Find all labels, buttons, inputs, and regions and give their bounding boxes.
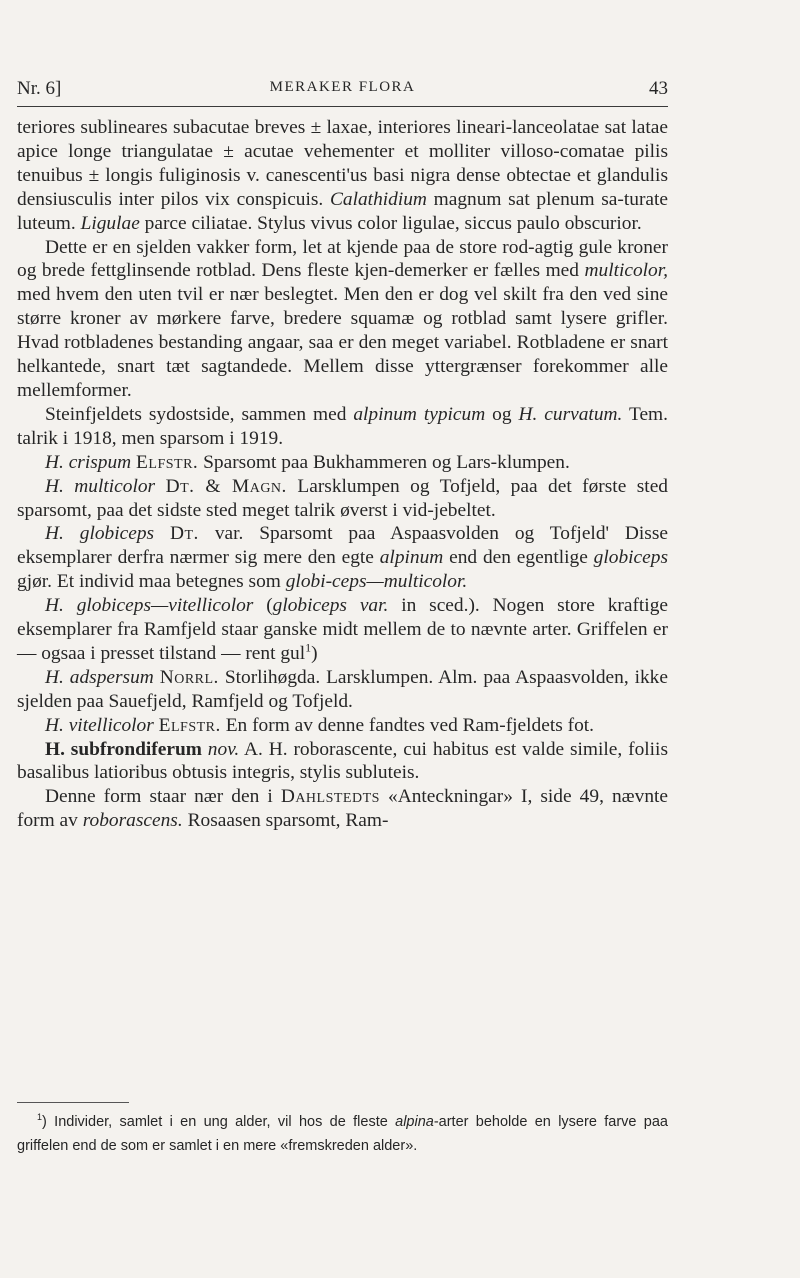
footnote-text — [17, 1110, 668, 1158]
footnote-marker: 1 — [37, 1112, 42, 1123]
text-run: En form av denne fandtes ved Ram-fjeldets fot. — [220, 714, 595, 736]
running-header — [17, 78, 668, 107]
taxon-name: multicolor, — [584, 260, 668, 282]
text-run: teriores sublineares subacutae breves ± laxae, interiores lineari-lanceolatae sat latae apice longe triangulatae ± acutae vehementer et molliter villoso-comatae pilis tenuibus ± longis fuliginosis v. canescenti'us basi nigra dense obtectae et glandulis densiusculis inter pilos vix conspicuis. — [17, 117, 668, 210]
text-run: end den egentlige — [443, 547, 594, 569]
author-abbrev: Elfstr. — [158, 714, 221, 736]
text-run: -arter beholde en lysere farve paa griffelen end de som er samlet i en mere «fremskreden alder». — [17, 1114, 668, 1154]
text-run: var. Sparsomt paa Aspaasvolden og Tofjeld' Disse eksemplarer derfra nærmer sig mere den egte — [17, 523, 669, 569]
taxon-name: alpinum typicum — [353, 403, 486, 425]
body-text — [17, 116, 668, 833]
taxon-name: roborascens. — [82, 810, 183, 832]
taxon-name: H. vitellicolor — [45, 714, 154, 736]
entry-multicolor — [17, 475, 668, 523]
footnote-rule — [17, 1102, 129, 1103]
text-run: med hvem den uten tvil er nær beslegtet. Men den er dog vel skilt fra den ved sine større kroner av mørkere farve, bredere squamæ og rotblad samt lysere grifler. Hvad rotbladenes bestanding angaar, saa er den meget variabel. Rotbladene er snart helkantede, snart tæt sagtandede. Mellem disse yttergrænser forekommer alle mellemformer. — [17, 284, 668, 401]
paragraph-locality — [17, 403, 668, 451]
paragraph-discussion — [17, 236, 668, 403]
taxon-name: H. curvatum. — [518, 403, 623, 425]
entry-adspersum — [17, 666, 668, 714]
taxon-name: globi-ceps—multicolor. — [285, 571, 468, 593]
text-run: Dette er en sjelden vakker form, let at kjende paa de store rod-agtig gule kroner og brede fettglinsende rotblad. Dens fleste kjen-demerker er fælles med — [17, 236, 668, 282]
text-run: gjør. Et individ maa betegnes som — [17, 571, 286, 593]
taxon-term: Ligulae — [80, 212, 140, 234]
text-run: parce ciliatae. Stylus vivus color ligulae, siccus paulo obscurior. — [139, 212, 642, 234]
text-run: «Anteckningar» I, side 49, nævnte form av — [17, 786, 669, 832]
text-run: ( — [253, 595, 273, 617]
taxon-name: H. multicolor — [45, 475, 156, 497]
text-run: Larsklumpen og Tofjeld, paa det første sted sparsomt, paa det sidste sted meget talrik øverst i vid-jebeltet. — [17, 475, 668, 521]
text-run: og — [485, 403, 519, 425]
text-run: Denne form staar nær den i — [45, 786, 281, 808]
text-run: Sparsomt paa Bukhammeren og Lars-klumpen. — [198, 451, 570, 473]
text-run: magnum sat plenum sa-turate luteum. — [17, 188, 668, 234]
taxon-term: Calathidium — [329, 188, 427, 210]
author-name: Dahlstedts — [280, 786, 380, 808]
taxon-name: globiceps — [593, 547, 668, 569]
paragraph-subfrondiferum-note — [17, 785, 668, 833]
taxon-name: alpinum — [379, 547, 444, 569]
text-run: Steinfjeldets sydostside, sammen med — [45, 403, 354, 425]
entry-crispum — [17, 451, 668, 475]
nov-marker: nov. — [207, 738, 240, 760]
taxon-name: H. globiceps—vitellicolor — [45, 595, 254, 617]
taxon-name: H. adspersum — [45, 666, 154, 688]
author-abbrev: Elfstr. — [136, 451, 199, 473]
page-number: 43 — [649, 78, 668, 99]
paragraph-latin-description — [17, 116, 668, 236]
text-run: Rosaasen sparsomt, Ram- — [182, 810, 389, 832]
footnote-marker: 1 — [305, 640, 312, 655]
text-run: A. H. roborascente, cui habitus est valde simile, foliis basalibus latioribus obtusis integris, stylis subluteis. — [17, 738, 668, 784]
author-abbrev: Norrl. — [159, 666, 219, 688]
text-run: ) — [311, 642, 318, 664]
text-run: Tem. talrik i 1918, men sparsom i 1919. — [17, 403, 668, 449]
taxon-name: globiceps var. — [272, 595, 389, 617]
text-run: Storlihøgda. Larsklumpen. Alm. paa Aspaasvolden, ikke sjelden paa Sauefjeld, Ramfjeld og Tofjeld. — [17, 666, 668, 712]
taxon-name: H. crispum — [45, 451, 132, 473]
entry-globiceps — [17, 522, 668, 594]
entry-globiceps-vitellicolor — [17, 594, 668, 666]
author-abbrev: Dt. & Magn. — [165, 475, 287, 497]
running-title: MERAKER FLORA — [269, 79, 416, 95]
taxon-term: alpina — [395, 1114, 434, 1130]
text-run: in sced.). Nogen store kraftige eksemplarer fra Ramfjeld staar ganske midt mellem de to nævnte arter. Griffelen er — ogsaa i presset tilstand — rent gul — [17, 595, 668, 664]
text-run: ) Individer, samlet i en ung alder, vil hos de fleste — [42, 1114, 396, 1130]
issue-number: Nr. 6] — [17, 78, 62, 99]
entry-vitellicolor — [17, 714, 668, 738]
new-taxon-name: H. subfrondiferum — [45, 738, 202, 760]
taxon-name: H. globiceps — [45, 523, 155, 545]
entry-subfrondiferum — [17, 738, 668, 786]
author-abbrev: Dt. — [170, 523, 199, 545]
footnote — [17, 1110, 668, 1158]
